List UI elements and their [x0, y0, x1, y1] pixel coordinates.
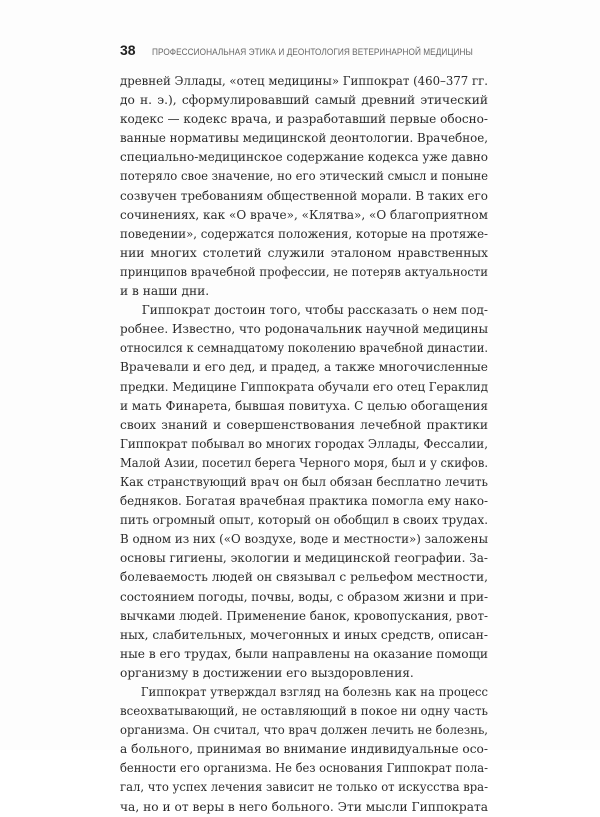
text-line: относился к семнадцатому поколению врачебной династии.: [120, 341, 488, 356]
text-line: принципов врачебной профессии, не потеряв актуальности: [120, 264, 488, 279]
text-line: состоянием погоды, почвы, воды, с образом жизни и при-: [120, 589, 488, 604]
text-line: Гиппократ утверждал взгляд на болезнь как на процесс: [140, 685, 488, 699]
text-line: потеряло свое значение, но его этический смысл и поныне: [120, 169, 488, 184]
text-line: Гиппократ достоин того, чтобы рассказать о нем под-: [141, 303, 488, 318]
text-line: нии многих столетий служили эталоном нравственных: [120, 245, 488, 260]
text-line: бедняков. Богатая врачебная практика помогла ему нако-: [120, 494, 488, 509]
paragraph: [120, 301, 488, 683]
text-line: Гиппократ побывал во многих городах Эллады, Фессалии,: [120, 436, 488, 451]
text-line: Как странствующий врач он был обязан бесплатно лечить: [120, 474, 488, 489]
running-header: [120, 42, 488, 64]
text-line: ные в его трудах, были направлены на оказание помощи: [120, 646, 488, 661]
text-line: гал, что успех лечения зависит не только от искусства вра-: [120, 780, 488, 795]
text-line: до н. э.), сформулировавший самый древний этический: [120, 93, 488, 108]
text-line: и мать Финарета, бывшая повитуха. С целью обогащения: [120, 398, 488, 413]
text-line: древней Эллады, «отец медицины» Гиппократ (460–377 гг.: [120, 74, 488, 88]
text-line: ванные нормативы медицинской деонтологии. Врачебное,: [120, 131, 488, 146]
text-line: ных, слабительных, мочегонных и иных средств, описан-: [120, 627, 488, 642]
text-line: ча, но и от веры в него больного. Эти мысли Гиппократа: [120, 799, 488, 814]
text-line: созвучен требованиям общественной морали. В таких его: [120, 188, 488, 203]
running-title: ПРОФЕССИОНАЛЬНАЯ ЭТИКА И ДЕОНТОЛОГИЯ ВЕТЕРИНАРНОЙ МЕДИЦИНЫ: [152, 47, 473, 58]
text-line: робнее. Известно, что родоначальник научной медицины: [120, 322, 488, 337]
text-line: болеваемость людей он связывал с рельефом местности,: [120, 570, 488, 585]
text-line: вычками людей. Применение банок, кровопускания, рвот-: [120, 608, 488, 623]
text-line: предки. Медицине Гиппократа обучали его отец Гераклид: [120, 379, 488, 394]
text-line: сочинениях, как «О враче», «Клятва», «О благоприятном: [120, 207, 488, 222]
paragraph: [120, 72, 488, 301]
text-line: Малой Азии, посетил берега Черного моря, был и у скифов.: [120, 455, 488, 470]
text-line: организму в достижении его выздоровления.: [120, 665, 414, 680]
text-line: поведении», содержатся положения, которые на протяже-: [120, 226, 488, 241]
text-line: всеохватывающий, не оставляющий в покое ни одну часть: [120, 704, 488, 719]
text-line: своих знаний и совершенствования лечебной практики: [120, 417, 488, 432]
text-line: а больного, принимая во внимание индивидуальные осо-: [120, 742, 488, 757]
text-line: и в наши дни.: [120, 284, 210, 299]
text-line: Врачевали и его дед, и прадед, а также многочисленные: [120, 360, 488, 375]
book-page: [120, 42, 488, 817]
text-line: пить огромный опыт, который он обобщил в своих трудах.: [120, 513, 488, 528]
text-line: бенности его организма. Не без основания Гиппократ пола-: [120, 761, 488, 776]
text-line: основы гигиены, экологии и медицинской географии. За-: [120, 551, 488, 566]
text-line: В одном из них («О воздухе, воде и местности») заложены: [120, 532, 488, 547]
text-line: кодекс — кодекс врача, и разработавший первые обосно-: [120, 112, 488, 127]
page-number: 38: [120, 42, 136, 58]
text-line: организма. Он считал, что врач должен лечить не болезнь,: [120, 723, 488, 738]
body-text: [120, 72, 488, 817]
text-line: специально-медицинское содержание кодекса уже давно: [120, 150, 488, 165]
